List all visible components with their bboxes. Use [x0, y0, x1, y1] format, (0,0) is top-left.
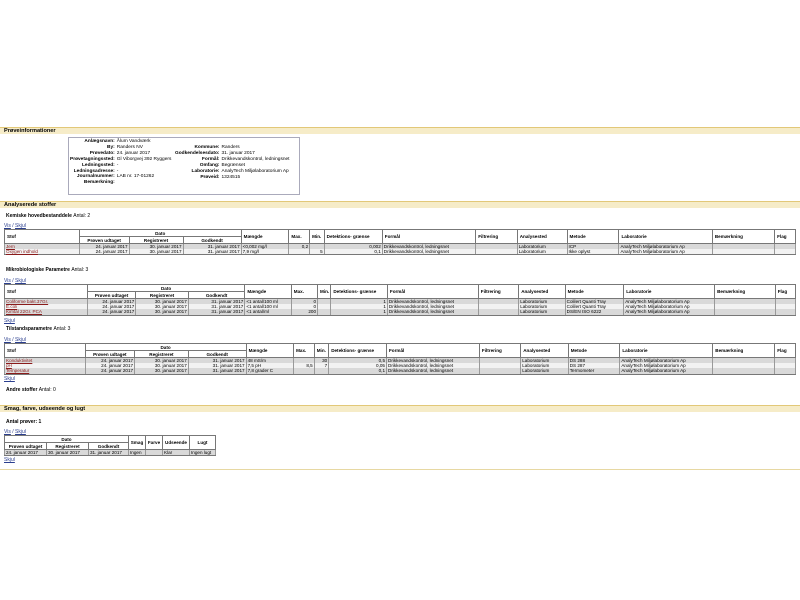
separator: / — [12, 223, 14, 229]
cell-min: 7 — [314, 363, 328, 368]
cell-bemaerkning — [712, 249, 774, 255]
cell-formaal: Drikkevandskontrol, ledningsnet — [387, 299, 478, 305]
col-laboratorie: Laboratorie — [624, 285, 715, 299]
cell-registreret: 30. januar 2017 — [135, 363, 189, 368]
cell-godkendt: 31. januar 2017 — [183, 244, 241, 250]
cell-laboratorie: AnalyTech Miljølaboratorium Ap — [620, 363, 713, 368]
col-formaal: Formål — [387, 344, 480, 358]
col-metode: Metode — [565, 285, 624, 299]
skjul-bottom-smag — [4, 457, 15, 463]
substance-link[interactable]: Jern — [6, 244, 15, 249]
sample-info-box — [68, 137, 300, 195]
cell-formaal: Drikkevandskontrol, ledningsnet — [382, 244, 475, 250]
col-stof: Stof — [5, 230, 80, 244]
info-label: Omfang: — [199, 162, 220, 168]
separator: / — [12, 429, 14, 435]
cell-udtaget: 24. januar 2017 — [79, 249, 129, 255]
col-filtrering: Filtrering — [478, 285, 518, 299]
info-row — [174, 175, 291, 181]
col-bemaerkning: Bemærkning — [715, 285, 776, 299]
col-godkendt: Godkendt — [89, 443, 129, 450]
cell-godkendt: 31. januar 2017 — [188, 363, 246, 368]
substance-link[interactable]: Coliforme bakt.37Gr. — [6, 299, 49, 304]
col-formaal: Formål — [387, 285, 478, 299]
header-row — [5, 436, 216, 443]
header-row — [5, 230, 796, 237]
table-row — [5, 368, 796, 374]
cell-registreret: 30. januar 2017 — [129, 244, 183, 250]
cell-min: 5 — [310, 249, 325, 255]
col-laboratorie: Laboratorie — [619, 230, 712, 244]
col-udtaget: Prøven udtaget — [5, 443, 47, 450]
cell-detektion: 0,05 — [329, 363, 387, 368]
cell-laboratorie: AnalyTech Miljølaboratorium Ap — [624, 299, 715, 305]
table-row — [5, 450, 216, 456]
cell-udtaget: 24. januar 2017 — [87, 304, 135, 309]
col-min: Min. — [310, 230, 325, 244]
col-maengde: Mængde — [241, 230, 289, 244]
substance-link[interactable]: Konduktivitet — [6, 358, 33, 363]
cell-bemaerkning — [715, 309, 776, 315]
cell-maengde: 7,8 grader C — [246, 368, 294, 374]
col-detektion: Detektions- grænse — [329, 344, 387, 358]
substance-link[interactable]: Oxygen indhold — [6, 249, 38, 255]
cell-laboratorie: AnalyTech Miljølaboratorium Ap — [620, 358, 713, 364]
skjul-bottom-mikro — [4, 318, 15, 324]
cell-udtaget: 24. januar 2017 — [79, 244, 129, 250]
info-row — [69, 157, 172, 163]
cell-registreret: 30. januar 2017 — [135, 368, 189, 374]
col-godkendt: Godkendt — [188, 351, 246, 358]
info-label: Prøvedato: — [89, 150, 115, 156]
col-godkendt: Godkendt — [188, 292, 245, 299]
info-value: AnalyTech Miljølaboratorium Ap — [221, 168, 289, 174]
info-label: Ledningssted: — [82, 162, 115, 168]
col-flag: Flag — [775, 344, 796, 358]
cell-formaal: Drikkevandskontrol, ledningsnet — [387, 309, 478, 315]
cell-analysested: Laboratorium — [521, 368, 569, 374]
col-flag: Flag — [775, 230, 796, 244]
info-value: - — [116, 168, 119, 174]
cell-analysested: Laboratorium — [521, 363, 569, 368]
cell-max: 8,5 — [294, 363, 315, 368]
cell-max — [294, 368, 315, 374]
cell-metode: DS 287 — [568, 363, 620, 368]
cell-metode: Termometer — [568, 368, 620, 374]
col-lugt: Lugt — [190, 436, 216, 450]
col-registreret: Registreret — [47, 443, 89, 450]
info-label: By: — [107, 144, 115, 150]
info-value: LAB nr. 17-01262 — [116, 174, 155, 180]
cell-min — [314, 368, 328, 374]
info-label: Formål: — [201, 156, 220, 162]
col-detektion: Detektions- grænse — [324, 230, 382, 244]
col-stof: Stof — [5, 344, 86, 358]
info-label: Kommune: — [194, 145, 220, 150]
footer-rule — [0, 469, 800, 470]
cell-max: 0 — [291, 299, 317, 305]
info-value: 1324515 — [221, 174, 241, 180]
group-title-andre — [6, 387, 56, 393]
cell-godkendt: 31. januar 2017 — [188, 304, 245, 309]
skjul-link[interactable]: Skjul — [4, 318, 15, 324]
cell-detektion: 0,1 — [329, 368, 387, 374]
col-smag: Smag — [129, 436, 146, 450]
col-udseende: Udseende — [163, 436, 190, 450]
cell-formaal: Drikkevandskontrol, ledningsnet — [382, 249, 475, 255]
info-value: 31. januar 2017 — [221, 150, 255, 156]
cell-flag — [775, 368, 796, 374]
cell-laboratorie: AnalyTech Miljølaboratorium Ap — [620, 368, 713, 374]
skjul-link[interactable]: Skjul — [15, 278, 26, 284]
cell-udseende: Klar — [163, 450, 190, 456]
group-count: Antal: 3 — [53, 326, 71, 332]
cell-laboratorie: AnalyTech Miljølaboratorium Ap — [624, 304, 715, 309]
info-value — [116, 180, 173, 186]
header-row — [5, 285, 796, 292]
cell-udtaget: 24. januar 2017 — [87, 299, 135, 305]
col-analysested: Analysested — [521, 344, 569, 358]
col-dato: Dato — [5, 436, 129, 443]
cell-metode: Colilert Quanti Tray — [565, 304, 624, 309]
table-row — [5, 249, 796, 255]
substance-link[interactable]: Temperatur — [6, 368, 30, 374]
cell-flag — [775, 309, 795, 315]
cell-smag: Ingen — [129, 450, 146, 456]
group-count: Antal: 0 — [38, 387, 56, 393]
col-flag: Flag — [775, 285, 795, 299]
cell-detektion: 1 — [331, 304, 388, 309]
col-filtrering: Filtrering — [479, 344, 520, 358]
col-udtaget: Prøven udtaget — [79, 237, 129, 244]
info-label: Prøvetagningssted: — [70, 156, 115, 162]
table-tilstand — [4, 343, 796, 375]
cell-laboratorie: AnalyTech Miljølaboratorium Ap — [619, 249, 712, 255]
col-farve: Farve — [146, 436, 163, 450]
table-smag — [4, 435, 216, 456]
col-dato: Dato — [85, 344, 246, 351]
skjul-link[interactable]: Skjul — [15, 223, 26, 229]
vis-link[interactable]: Vis — [4, 429, 11, 435]
group-count: Antal: 2 — [73, 213, 91, 219]
cell-registreret: 30. januar 2017 — [129, 249, 183, 255]
group-title-tilstand — [6, 326, 70, 332]
skjul-link[interactable]: Skjul — [15, 337, 26, 343]
info-value: Begrænset — [221, 162, 245, 168]
cell-formaal: Drikkevandskontrol, ledningsnet — [387, 304, 478, 309]
col-registreret: Registreret — [129, 237, 183, 244]
col-registreret: Registreret — [136, 292, 189, 299]
substance-link[interactable]: Kimtal 22Gr. PCA — [6, 309, 42, 315]
section-provinfo-header: Prøveinformationer — [0, 127, 800, 134]
cell-max: 0 — [291, 304, 317, 309]
cell-analysested: Laboratorium — [517, 249, 567, 255]
info-value: Randers NV — [116, 144, 143, 150]
cell-stof — [5, 368, 86, 374]
skjul-link[interactable]: Skjul — [4, 457, 15, 463]
cell-godkendt: 31. januar 2017 — [89, 450, 129, 456]
cell-detektion: 0,002 — [324, 244, 382, 250]
col-analysested: Analysested — [519, 285, 565, 299]
cell-godkendt: 31. januar 2017 — [183, 249, 241, 255]
vis-link[interactable]: Vis — [4, 337, 11, 343]
substance-link[interactable]: pH — [6, 363, 12, 369]
cell-udtaget: 24. januar 2017 — [85, 358, 135, 364]
info-label: Journalnummer: — [76, 174, 115, 180]
col-godkendt: Godkendt — [183, 237, 241, 244]
cell-godkendt: 31. januar 2017 — [188, 368, 246, 374]
cell-maengde: 48 mS/m — [246, 358, 294, 364]
cell-detektion: 0,5 — [329, 358, 387, 364]
info-value: - — [116, 162, 119, 168]
cell-laboratorie: AnalyTech Miljølaboratorium Ap — [619, 244, 712, 250]
cell-formaal: Drikkevandskontrol, ledningsnet — [387, 363, 480, 368]
info-row — [174, 169, 291, 175]
cell-registreret: 30. januar 2017 — [135, 358, 189, 364]
col-bemaerkning: Bemærkning — [713, 344, 775, 358]
cell-filtrering — [476, 249, 518, 255]
skjul-link[interactable]: Skjul — [15, 429, 26, 435]
separator: / — [12, 278, 14, 284]
cell-registreret: 30. januar 2017 — [136, 309, 189, 315]
cell-laboratorie: AnalyTech Miljølaboratorium Ap — [624, 309, 715, 315]
col-udtaget: Prøven udtaget — [87, 292, 135, 299]
cell-metode: ICP — [567, 244, 619, 250]
col-udtaget: Prøven udtaget — [85, 351, 135, 358]
cell-max: 200 — [291, 309, 317, 315]
col-max: Max. — [289, 230, 310, 244]
smag-antal: Antal prøver: 1 — [6, 419, 42, 425]
cell-registreret: 30. januar 2017 — [136, 304, 189, 309]
section-smag-header: Smag, farve, udseende og lugt — [0, 405, 800, 412]
col-analysested: Analysested — [517, 230, 567, 244]
header-row — [5, 344, 796, 351]
group-title-mikro — [6, 267, 88, 273]
info-label: Ledningsadresse: — [73, 168, 115, 174]
cell-maengde: <0,002 mg/l — [241, 244, 289, 250]
cell-formaal: Drikkevandskontrol, ledningsnet — [387, 358, 480, 364]
col-stof: Stof — [5, 285, 88, 299]
col-maengde: Mængde — [246, 344, 294, 358]
group-name: Kemiske hovedbestanddele — [6, 213, 72, 219]
info-value: Drikkevandskontrol, ledningsnet — [221, 156, 290, 162]
cell-godkendt: 31. januar 2017 — [188, 358, 246, 364]
cell-stof — [5, 249, 80, 255]
group-count: Antal: 3 — [71, 267, 89, 273]
info-label: Laboratorie: — [191, 168, 220, 174]
info-label: Bemærkning: — [83, 180, 115, 186]
cell-detektion: 1 — [331, 299, 388, 305]
cell-lugt: Ingen lugt — [190, 450, 216, 456]
cell-filtrering — [478, 309, 518, 315]
cell-godkendt: 31. januar 2017 — [188, 299, 245, 305]
cell-udtaget: 24. januar 2017 — [87, 309, 135, 315]
separator: / — [12, 337, 14, 343]
sample-info-right-table — [174, 145, 291, 180]
cell-maengde: 7,5 pH — [246, 363, 294, 368]
vis-link[interactable]: Vis — [4, 223, 11, 229]
col-dato: Dato — [79, 230, 241, 237]
cell-udtaget: 24. januar 2017 — [5, 450, 47, 456]
cell-godkendt: 31. januar 2017 — [188, 309, 245, 315]
cell-metode: Colilert Quanti Tray — [565, 299, 624, 305]
group-name: Tilstandsparametre — [6, 326, 53, 332]
table-mikro — [4, 284, 796, 316]
col-max: Max. — [291, 285, 317, 299]
cell-formaal: Drikkevandskontrol, ledningsnet — [387, 368, 480, 374]
info-value: Gl Viborgvej 392 Ryggers — [116, 156, 172, 162]
cell-analysested: Laboratorium — [519, 309, 565, 315]
col-filtrering: Filtrering — [476, 230, 518, 244]
col-maengde: Mængde — [245, 285, 291, 299]
group-name: Andre stoffer — [6, 387, 38, 393]
cell-metode: Ikke oplyst — [567, 249, 619, 255]
info-row — [69, 180, 172, 186]
cell-bemaerkning — [713, 368, 775, 374]
cell-min: 30 — [314, 358, 328, 364]
col-laboratorie: Laboratorie — [620, 344, 713, 358]
cell-analysested: Laboratorium — [517, 244, 567, 250]
col-bemaerkning: Bemærkning — [712, 230, 774, 244]
cell-analysested: Laboratorium — [519, 299, 565, 305]
group-name: Mikrobiologiske Parametre — [6, 267, 70, 273]
info-label: Godkendelsesdato: — [175, 150, 220, 156]
skjul-bottom-tilstand — [4, 376, 15, 382]
cell-maengde: 7,9 mg/l — [241, 249, 289, 255]
info-label: Anlægsnavn: — [84, 139, 115, 144]
cell-analysested: Laboratorium — [521, 358, 569, 364]
cell-detektion: 0,1 — [324, 249, 382, 255]
vis-link[interactable]: Vis — [4, 278, 11, 284]
cell-registreret: 30. januar 2017 — [47, 450, 89, 456]
info-value: Randers — [221, 145, 240, 150]
col-min: Min. — [314, 344, 328, 358]
cell-maengde: <1 antal/100 ml — [245, 304, 291, 309]
cell-stof — [5, 309, 88, 315]
col-metode: Metode — [568, 344, 620, 358]
cell-detektion: 1 — [331, 309, 388, 315]
cell-maengde: <1 antal/100 ml — [245, 299, 291, 305]
substance-link[interactable]: E.coli — [6, 304, 18, 310]
section-analysed-header: Analyserede stoffer — [0, 201, 800, 208]
cell-max: 0,2 — [289, 244, 310, 250]
cell-maengde: <1 antal/ml — [245, 309, 291, 315]
cell-flag — [775, 249, 796, 255]
info-label: Prøveid: — [200, 174, 220, 180]
cell-metode: DS 288 — [568, 358, 620, 364]
table-kemiske — [4, 229, 796, 255]
group-title-kemiske — [6, 213, 90, 219]
col-metode: Metode — [567, 230, 619, 244]
col-max: Max. — [294, 344, 315, 358]
cell-min — [318, 309, 331, 315]
col-detektion: Detektions- grænse — [331, 285, 388, 299]
info-value: 24. januar 2017 — [116, 150, 151, 156]
col-dato: Dato — [87, 285, 245, 292]
col-formaal: Formål — [382, 230, 475, 244]
sample-info-left-table — [69, 139, 172, 186]
cell-udtaget: 24. januar 2017 — [85, 363, 135, 368]
info-value: Ålum Vandværk — [116, 139, 151, 144]
cell-farve — [146, 450, 163, 456]
col-registreret: Registreret — [135, 351, 189, 358]
cell-udtaget: 24. januar 2017 — [85, 368, 135, 374]
cell-metode: DS/EN ISO 6222 — [565, 309, 624, 315]
cell-max — [289, 249, 310, 255]
skjul-link[interactable]: Skjul — [4, 376, 15, 382]
cell-filtrering — [479, 368, 520, 374]
col-min: Min. — [318, 285, 331, 299]
table-row — [5, 309, 796, 315]
cell-registreret: 30. januar 2017 — [136, 299, 189, 305]
cell-analysested: Laboratorium — [519, 304, 565, 309]
